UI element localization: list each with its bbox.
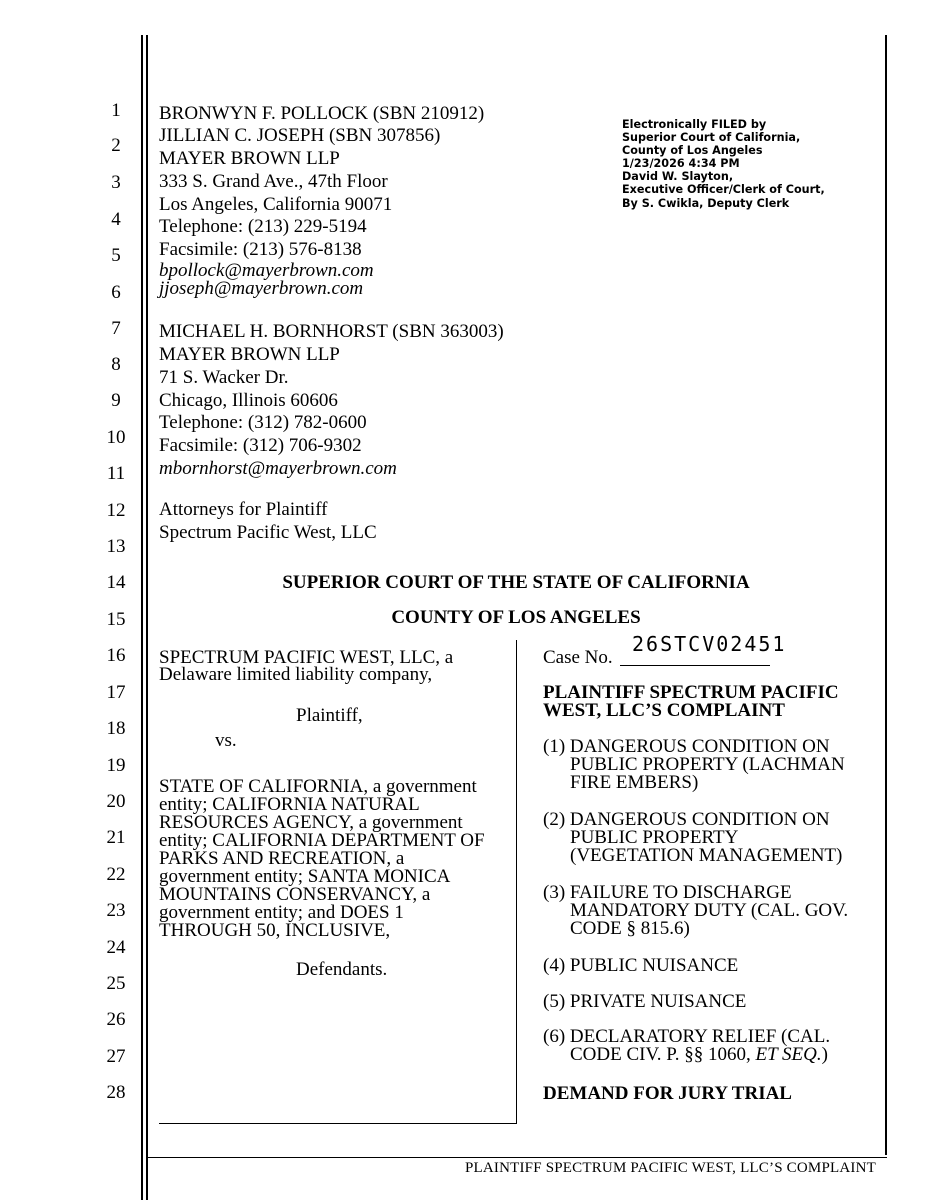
line-number: 1 [111,100,121,121]
line-number: 24 [106,937,126,958]
cause-of-action: PUBLIC PROPERTY (LACHMAN [570,754,845,775]
stamp-line: Superior Court of California, [622,131,801,145]
line-number: 20 [106,791,126,812]
page-footer: PLAINTIFF SPECTRUM PACIFIC WEST, LLC’S COMPLAINT [464,1160,876,1176]
address-line: 333 S. Grand Ave., 47th Floor [159,171,388,192]
address-line: Chicago, Illinois 60606 [159,390,338,411]
telephone: Telephone: (213) 229-5194 [159,216,367,237]
complaint-title: PLAINTIFF SPECTRUM PACIFIC [543,682,839,703]
line-number: 14 [106,572,126,593]
line-number: 22 [106,864,126,885]
cause-of-action: (2) DANGEROUS CONDITION ON [543,809,830,830]
complaint-title: WEST, LLC’S COMPLAINT [543,700,785,721]
defendant-line: RESOURCES AGENCY, a government [159,812,463,833]
stamp-line: Electronically FILED by [622,118,767,131]
case-number-underline [620,665,770,666]
line-number: 4 [111,209,121,230]
court-name: SUPERIOR COURT OF THE STATE OF CALIFORNIA [282,572,750,593]
stamp-line: By S. Cwikla, Deputy Clerk [622,196,790,210]
client-name: Spectrum Pacific West, LLC [159,522,377,543]
line-number: 12 [106,500,126,521]
line-number: 16 [106,645,126,666]
line-number: 26 [106,1009,126,1030]
line-number: 7 [111,318,121,339]
cause-of-action: (4) PUBLIC NUISANCE [543,955,739,976]
line-number: 9 [111,390,121,411]
cause-of-action: (6) DECLARATORY RELIEF (CAL. [543,1026,831,1047]
line-number: 10 [106,427,126,448]
cause-of-action: CODE § 815.6) [570,918,690,939]
line-number: 18 [106,718,126,739]
attorney-name: MICHAEL H. BORNHORST (SBN 363003) [159,321,504,342]
citation-text: CODE CIV. P. §§ 1060, [570,1044,756,1065]
caption-bottom-rule [159,1123,517,1124]
telephone: Telephone: (312) 782-0600 [159,412,367,433]
attorneys-for: Attorneys for Plaintiff [159,499,328,520]
defendant-line: PARKS AND RECREATION, a [159,848,405,869]
line-number: 11 [106,463,126,484]
line-number: 21 [106,827,126,848]
line-number: 5 [111,245,121,266]
cause-of-action: (3) FAILURE TO DISCHARGE [543,882,792,903]
defendant-line: government entity; and DOES 1 [159,902,404,923]
attorney-name: JILLIAN C. JOSEPH (SBN 307856) [159,125,441,146]
cause-of-action: (1) DANGEROUS CONDITION ON [543,736,830,757]
citation-close: ) [821,1044,828,1065]
versus: vs. [215,730,237,751]
plaintiff-label: Plaintiff, [296,705,363,726]
plaintiff-name: SPECTRUM PACIFIC WEST, LLC, a [159,647,454,668]
cause-of-action: FIRE EMBERS) [570,772,699,793]
defendant-line: MOUNTAINS CONSERVANCY, a [159,884,431,905]
citation-italic: ET SEQ. [755,1044,822,1065]
line-number: 8 [111,354,121,375]
plaintiff-description: Delaware limited liability company, [159,664,433,685]
email-link[interactable]: bpollock@mayerbrown.com [159,260,374,281]
address-line: 71 S. Wacker Dr. [159,367,289,388]
facsimile: Facsimile: (213) 576-8138 [159,239,362,260]
defendant-line: entity; CALIFORNIA DEPARTMENT OF [159,830,485,851]
cause-of-action: PUBLIC PROPERTY [570,827,739,848]
cause-of-action [570,1046,828,1063]
stamp-line: David W. Slayton, [622,170,734,184]
cause-of-action: (5) PRIVATE NUISANCE [543,991,747,1012]
left-margin-rule-outer [141,35,143,1200]
line-number: 2 [111,135,121,156]
footer-rule [146,1157,887,1158]
line-number: 25 [106,973,126,994]
line-number: 15 [106,609,126,630]
address-line: Los Angeles, California 90071 [159,194,393,215]
line-number: 17 [106,682,126,703]
stamp-line: 1/23/2026 4:34 PM [622,157,740,171]
line-number: 6 [111,282,121,303]
line-number: 19 [106,755,126,776]
line-number: 28 [106,1082,126,1103]
defendant-line: government entity; SANTA MONICA [159,866,451,887]
stamp-line: County of Los Angeles [622,144,763,158]
line-number: 23 [106,900,126,921]
jury-demand: DEMAND FOR JURY TRIAL [543,1083,792,1104]
defendant-line: entity; CALIFORNIA NATURAL [159,794,420,815]
right-margin-rule [885,35,887,1155]
facsimile: Facsimile: (312) 706-9302 [159,435,362,456]
stamp-line: Executive Officer/Clerk of Court, [622,183,825,197]
caption-divider [516,640,517,1124]
defendant-line: THROUGH 50, INCLUSIVE, [159,920,391,941]
cause-of-action: MANDATORY DUTY (CAL. GOV. [570,900,849,921]
case-number-label: Case No. [543,647,613,668]
cause-of-action: (VEGETATION MANAGEMENT) [570,845,843,866]
defendant-line: STATE OF CALIFORNIA, a government [159,776,477,797]
case-number-value: 26STCV02451 [632,632,787,656]
firm-name: MAYER BROWN LLP [159,148,340,169]
line-number: 3 [111,172,121,193]
court-county: COUNTY OF LOS ANGELES [391,607,641,628]
defendants-label: Defendants. [296,959,388,980]
attorney-name: BRONWYN F. POLLOCK (SBN 210912) [159,103,485,124]
line-number: 27 [106,1046,126,1067]
email-link[interactable]: mbornhorst@mayerbrown.com [159,458,397,479]
filing-stamp [622,118,825,210]
email-link[interactable]: jjoseph@mayerbrown.com [159,278,364,299]
firm-name: MAYER BROWN LLP [159,344,340,365]
line-number: 13 [106,536,126,557]
